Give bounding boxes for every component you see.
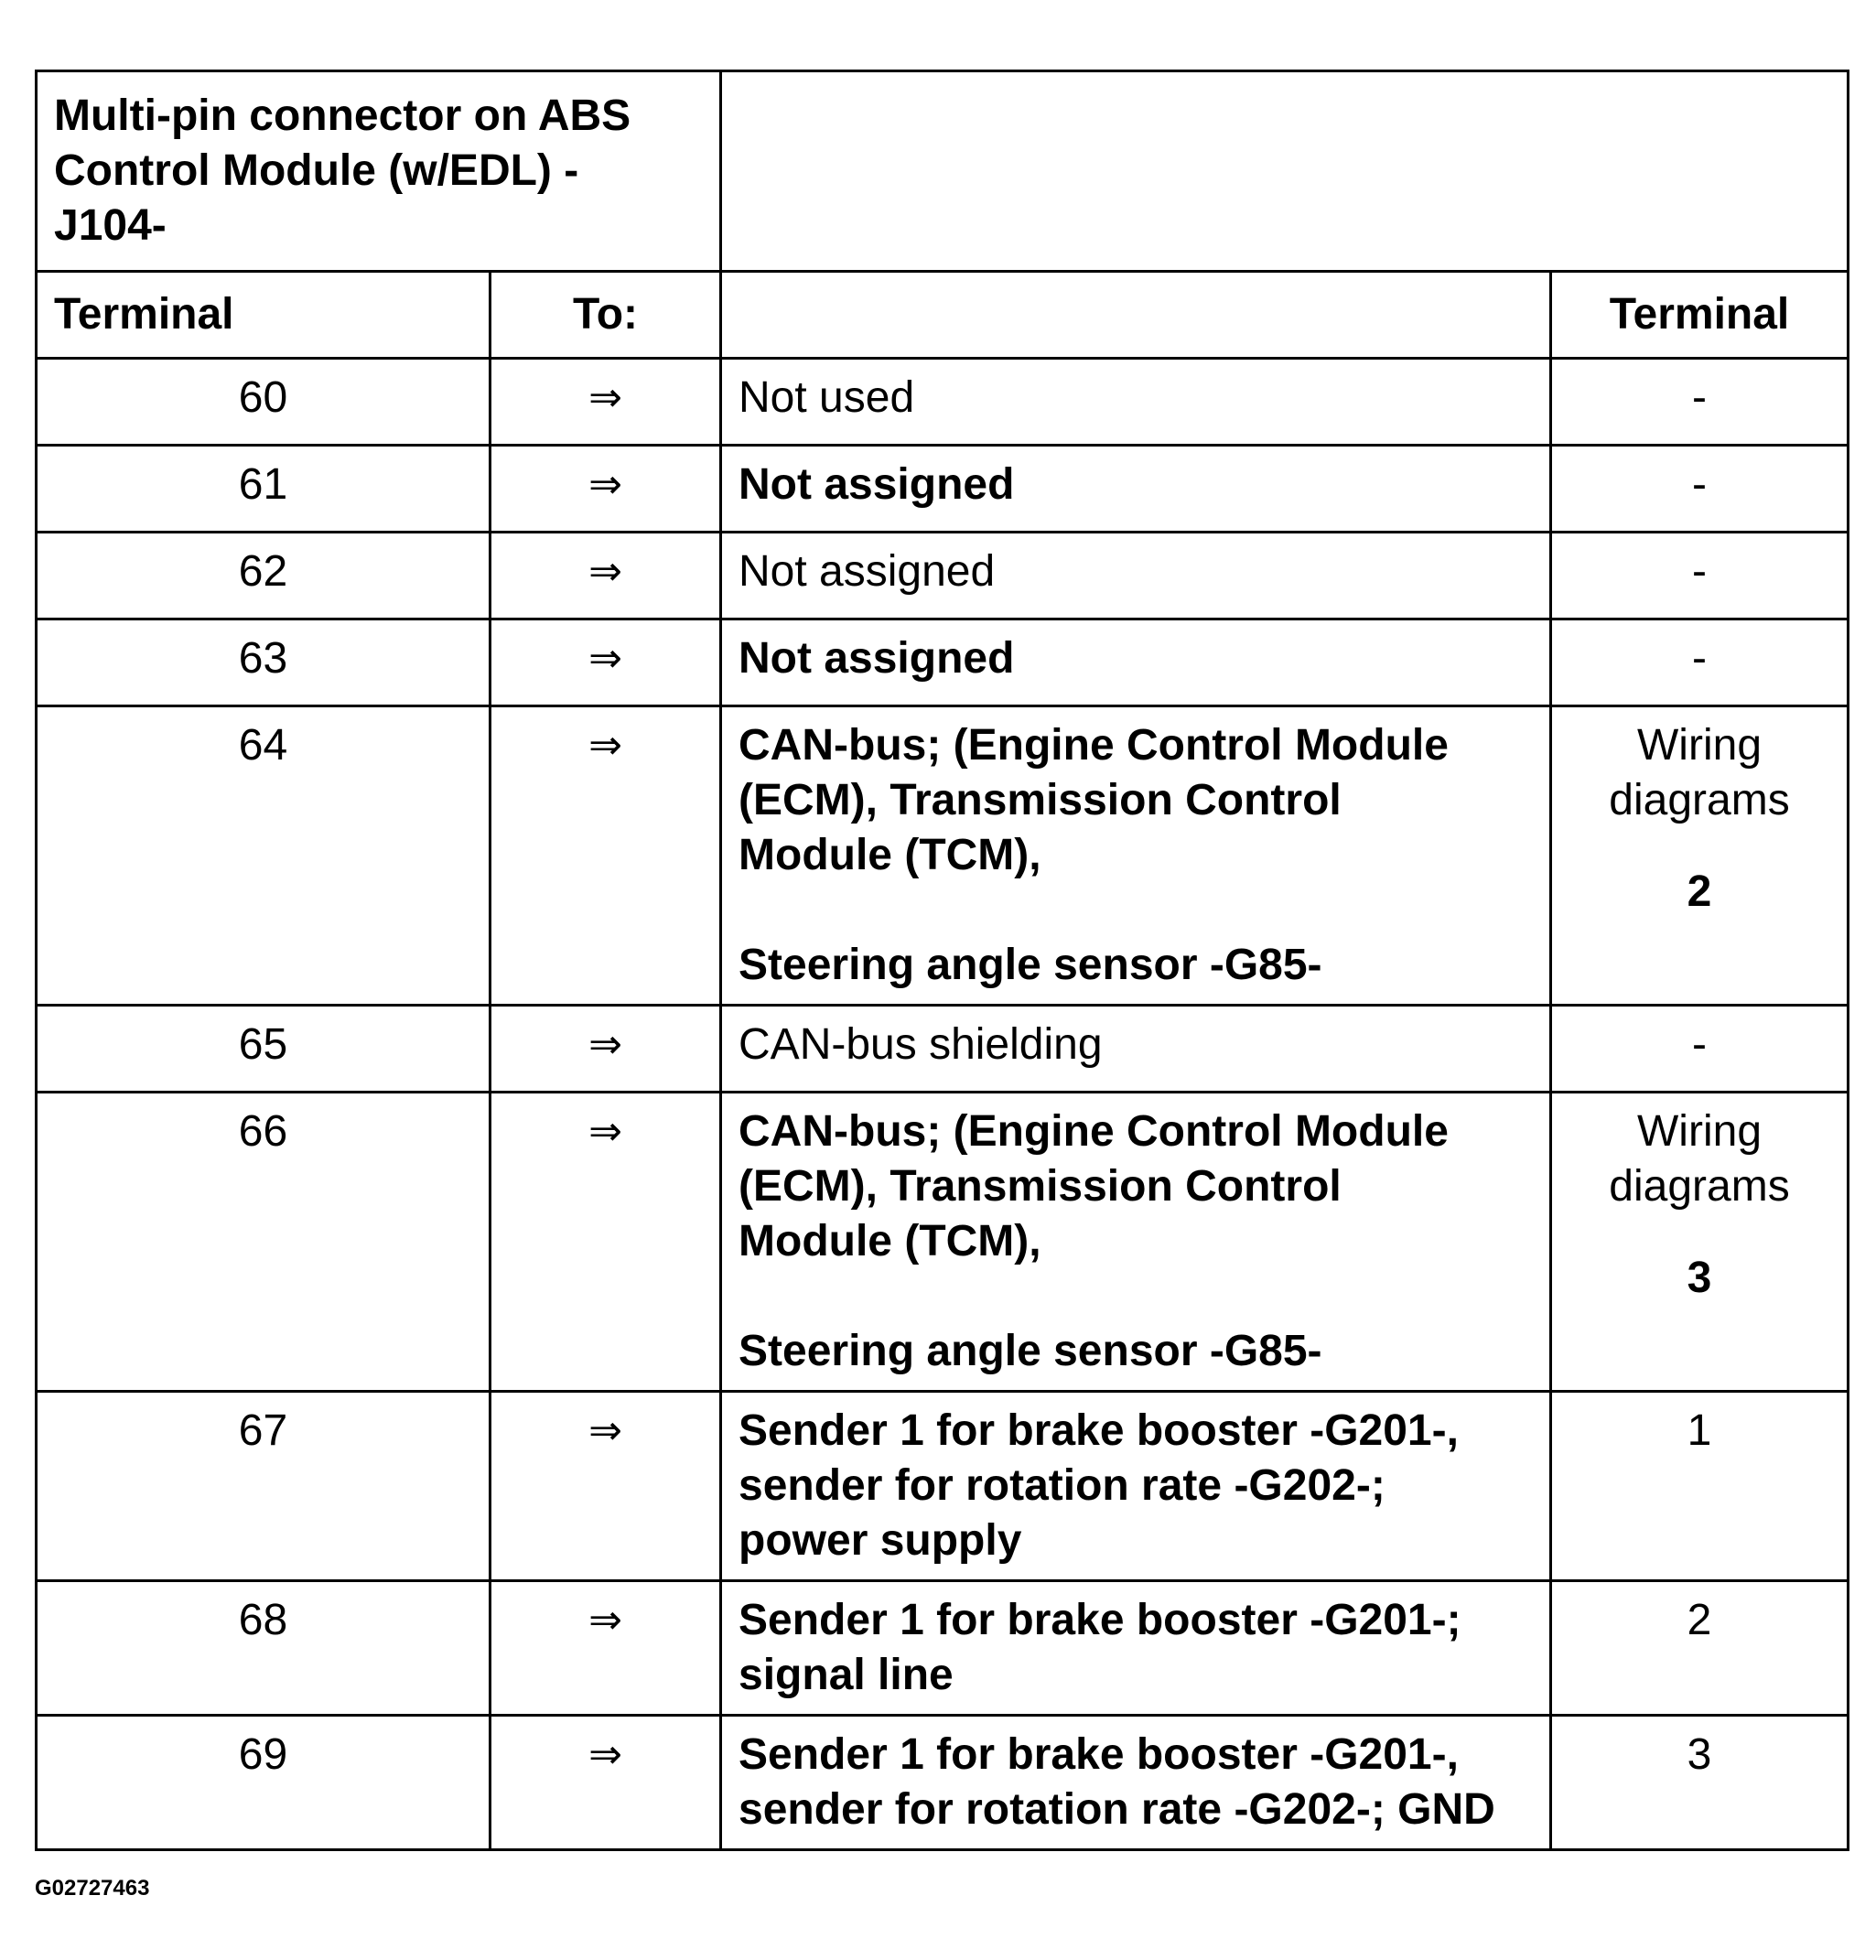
target-terminal — [1551, 1581, 1849, 1716]
connection-description — [721, 1006, 1551, 1093]
spacer — [1569, 828, 1830, 865]
header-terminal-target: Terminal — [1551, 272, 1849, 359]
arrow-icon: ⇒ — [491, 446, 721, 533]
target-terminal — [1551, 446, 1849, 533]
terminal-number: 61 — [37, 446, 491, 533]
connector-pinout-table — [35, 70, 1849, 1851]
arrow-icon: ⇒ — [491, 1006, 721, 1093]
target-line: - — [1692, 460, 1707, 509]
arrow-icon: ⇒ — [491, 1093, 721, 1392]
table-row — [37, 359, 1849, 446]
terminal-number: 64 — [37, 706, 491, 1006]
connection-description — [721, 1581, 1551, 1716]
description-line: (ECM), Transmission Control — [739, 1162, 1342, 1211]
header-to: To: — [491, 272, 721, 359]
wiring-diagram-number: 3 — [1687, 1254, 1712, 1302]
description-line: Not assigned — [739, 547, 996, 596]
title-row — [37, 71, 1849, 272]
description-line: signal line — [739, 1651, 954, 1699]
terminal-number: 69 — [37, 1716, 491, 1850]
table-row — [37, 1006, 1849, 1093]
target-terminal — [1551, 533, 1849, 619]
description-line: CAN-bus shielding — [739, 1020, 1103, 1069]
table-row — [37, 1093, 1849, 1392]
arrow-icon: ⇒ — [491, 1716, 721, 1850]
target-line: - — [1692, 1020, 1707, 1069]
target-line: Wiring — [1637, 1107, 1763, 1156]
terminal-number: 60 — [37, 359, 491, 446]
arrow-icon: ⇒ — [491, 533, 721, 619]
connection-description — [721, 446, 1551, 533]
title-line-3: J104- — [54, 201, 167, 250]
target-terminal — [1551, 706, 1849, 1006]
description-line: Steering angle sensor -G85- — [739, 941, 1322, 989]
connection-description — [721, 706, 1551, 1006]
target-terminal — [1551, 359, 1849, 446]
description-line: Steering angle sensor -G85- — [739, 1327, 1322, 1375]
description-line: (ECM), Transmission Control — [739, 776, 1342, 824]
table-title — [37, 71, 721, 272]
figure-id: G02727463 — [35, 1876, 150, 1901]
terminal-number: 65 — [37, 1006, 491, 1093]
table-row — [37, 706, 1849, 1006]
wiring-diagram-number: 2 — [1687, 867, 1712, 916]
description-line: Module (TCM), — [739, 1217, 1041, 1265]
arrow-icon: ⇒ — [491, 1392, 721, 1581]
target-terminal — [1551, 619, 1849, 706]
table-row — [37, 446, 1849, 533]
terminal-number: 67 — [37, 1392, 491, 1581]
description-line: Not used — [739, 373, 915, 422]
description-line: power supply — [739, 1516, 1022, 1565]
target-line: - — [1692, 373, 1707, 422]
description-line: Not assigned — [739, 634, 1015, 683]
header-terminal: Terminal — [37, 272, 491, 359]
title-line-2: Control Module (w/EDL) - — [54, 146, 579, 195]
target-line: diagrams — [1609, 776, 1790, 824]
target-terminal — [1551, 1093, 1849, 1392]
target-terminal — [1551, 1716, 1849, 1850]
header-description — [721, 272, 1551, 359]
description-line — [739, 883, 1533, 938]
connection-description — [721, 1392, 1551, 1581]
description-line: sender for rotation rate -G202-; — [739, 1461, 1385, 1510]
table-row — [37, 1392, 1849, 1581]
target-terminal — [1551, 1392, 1849, 1581]
arrow-icon: ⇒ — [491, 1581, 721, 1716]
description-line: Sender 1 for brake booster -G201-, — [739, 1730, 1459, 1779]
connection-description — [721, 1716, 1551, 1850]
title-empty-cell — [721, 71, 1849, 272]
target-line: diagrams — [1609, 1162, 1790, 1211]
terminal-number: 68 — [37, 1581, 491, 1716]
description-line: sender for rotation rate -G202-; GND — [739, 1785, 1495, 1834]
table-row — [37, 619, 1849, 706]
target-line: 1 — [1687, 1406, 1712, 1455]
target-line: 2 — [1687, 1596, 1712, 1644]
description-line: Sender 1 for brake booster -G201-; — [739, 1596, 1461, 1644]
target-line: - — [1692, 547, 1707, 596]
description-line: Not assigned — [739, 460, 1015, 509]
target-line: Wiring — [1637, 721, 1763, 770]
terminal-number: 62 — [37, 533, 491, 619]
table-row — [37, 1581, 1849, 1716]
connection-description — [721, 359, 1551, 446]
header-row — [37, 272, 1849, 359]
description-line: Sender 1 for brake booster -G201-, — [739, 1406, 1459, 1455]
connection-description — [721, 533, 1551, 619]
arrow-icon: ⇒ — [491, 706, 721, 1006]
table-row — [37, 1716, 1849, 1850]
terminal-number: 63 — [37, 619, 491, 706]
target-line: 3 — [1687, 1730, 1712, 1779]
connection-description — [721, 619, 1551, 706]
table-body — [37, 71, 1849, 1850]
target-line: - — [1692, 634, 1707, 683]
description-line — [739, 1269, 1533, 1324]
connection-description — [721, 1093, 1551, 1392]
spacer — [1569, 1214, 1830, 1251]
target-terminal — [1551, 1006, 1849, 1093]
arrow-icon: ⇒ — [491, 619, 721, 706]
description-line: CAN-bus; (Engine Control Module — [739, 721, 1449, 770]
description-line: CAN-bus; (Engine Control Module — [739, 1107, 1449, 1156]
table-row — [37, 533, 1849, 619]
description-line: Module (TCM), — [739, 831, 1041, 879]
title-line-1: Multi-pin connector on ABS — [54, 92, 631, 140]
arrow-icon: ⇒ — [491, 359, 721, 446]
terminal-number: 66 — [37, 1093, 491, 1392]
